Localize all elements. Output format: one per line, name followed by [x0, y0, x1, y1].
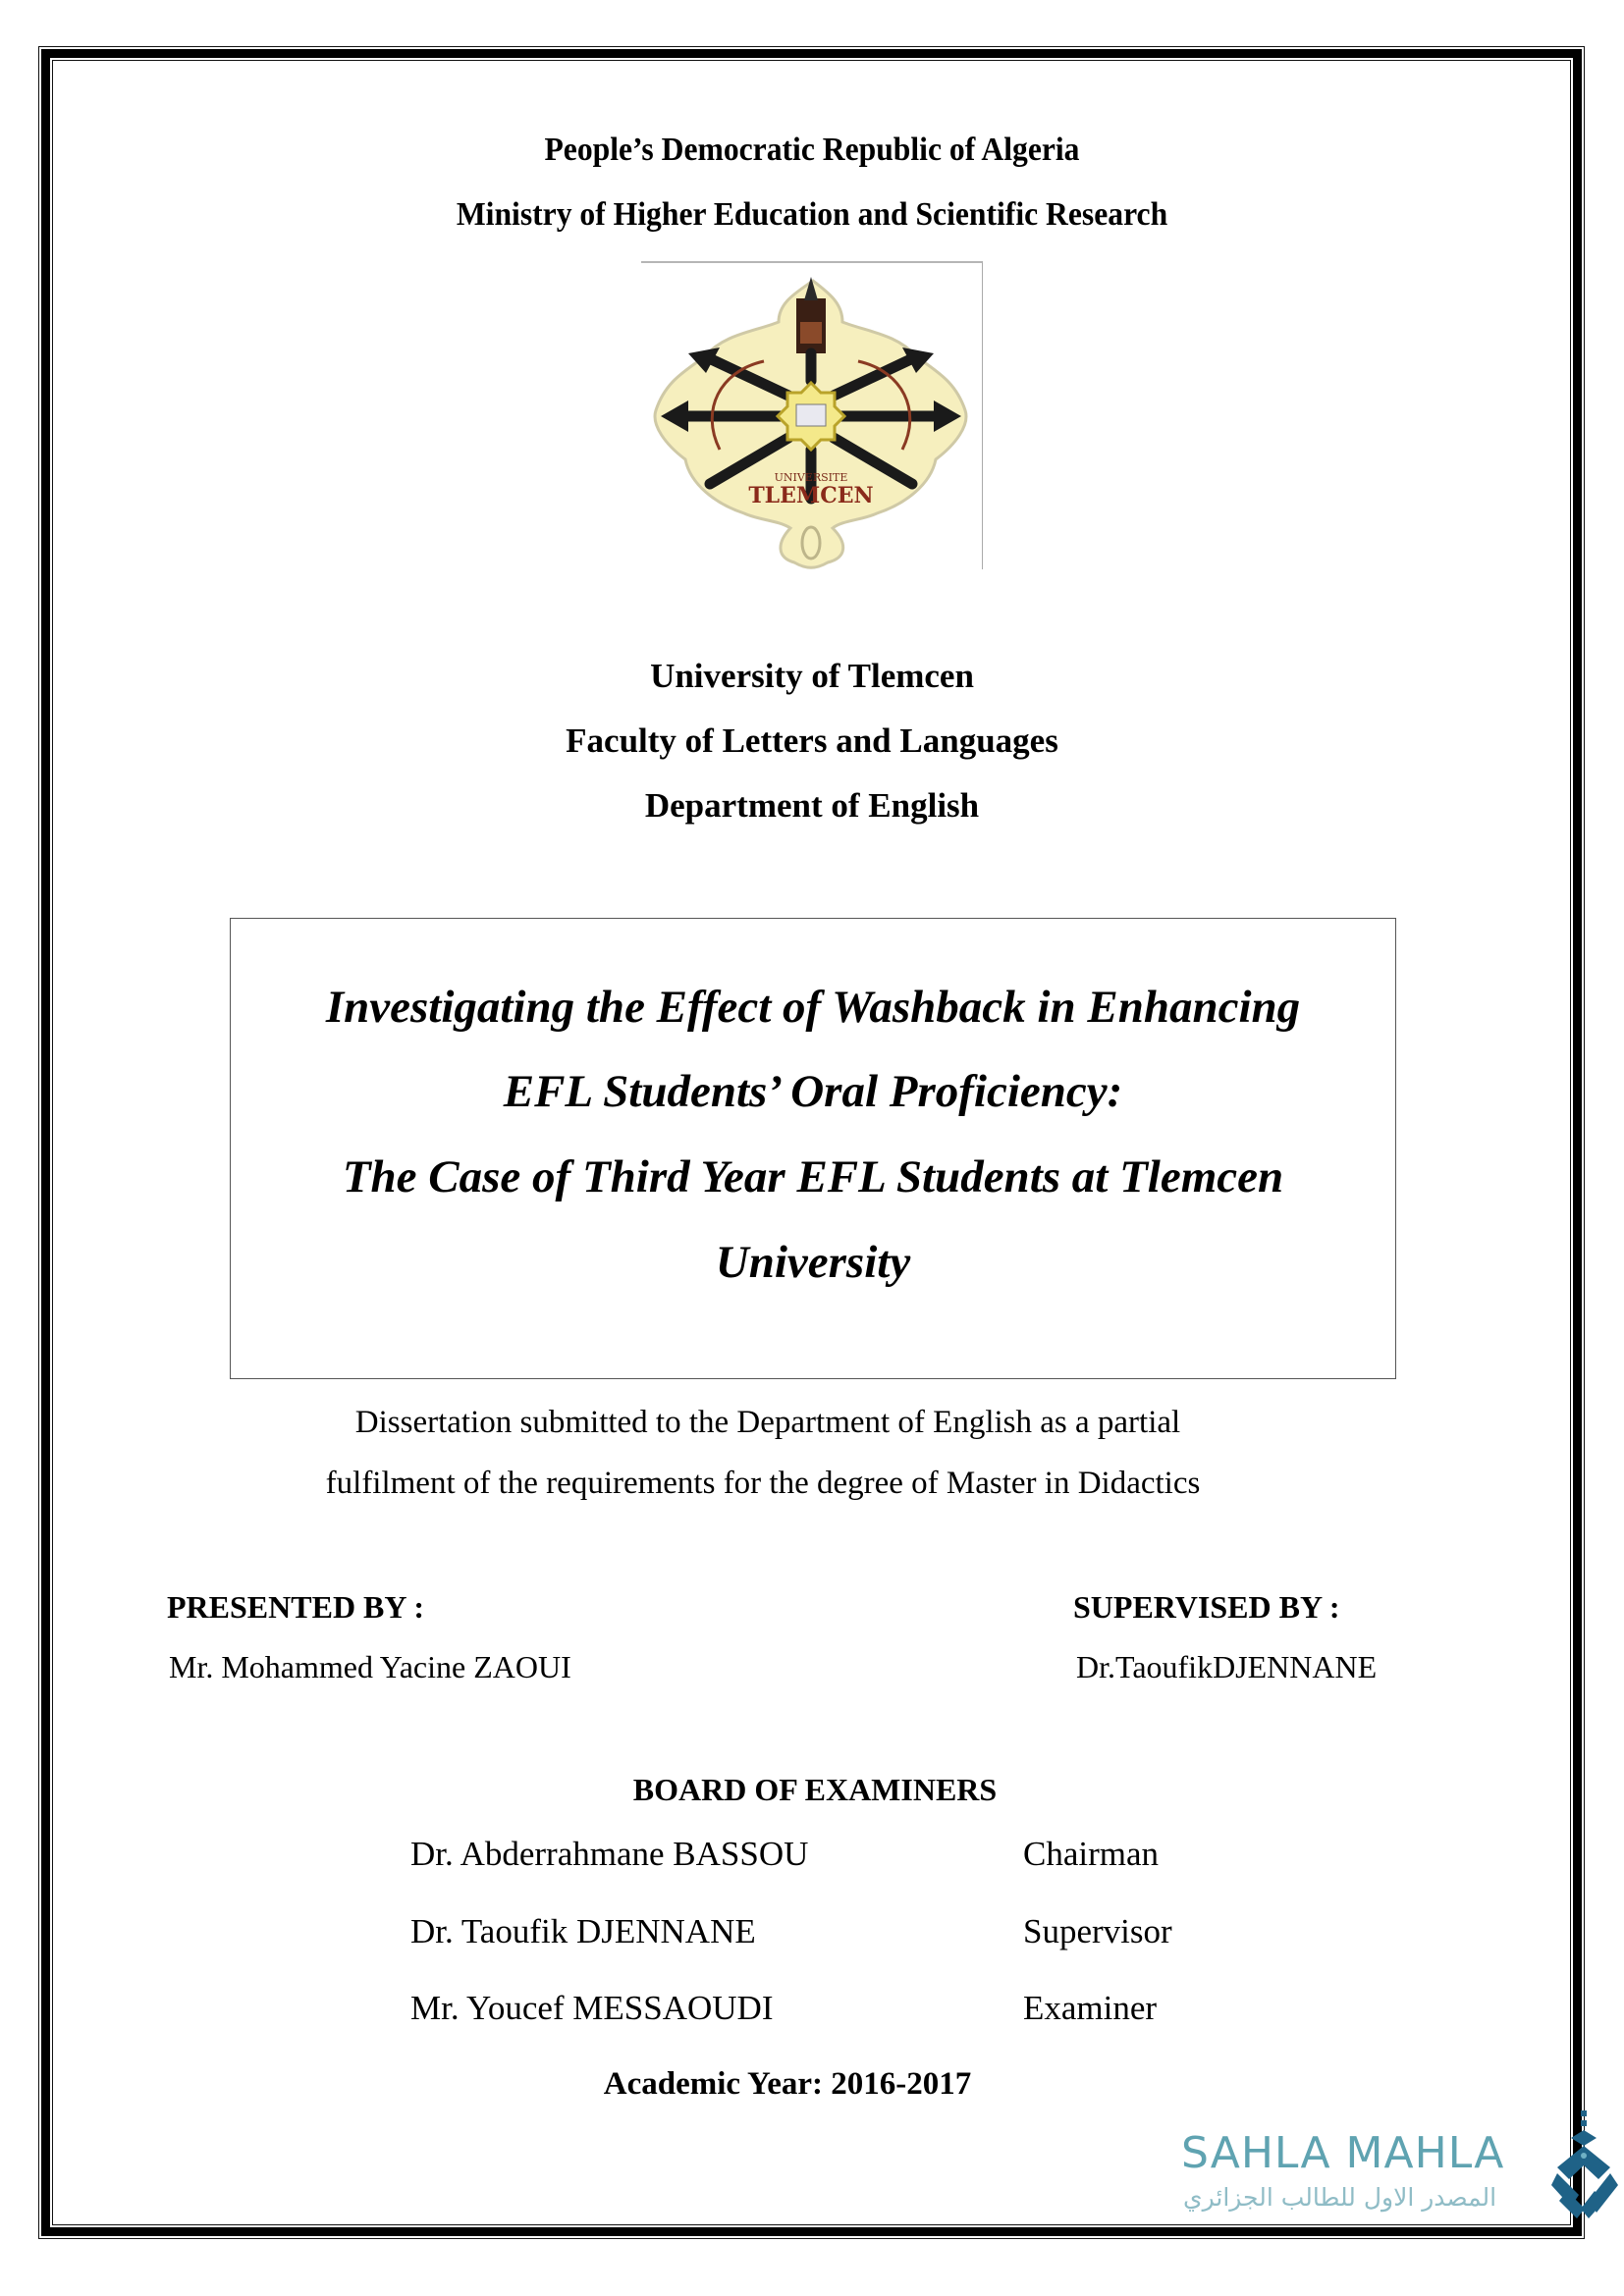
thesis-title-line-2: EFL Students’ Oral Proficiency:	[503, 1066, 1123, 1117]
examiner-role-1: Chairman	[1023, 1835, 1160, 1873]
dissertation-statement-line-2: fulfilment of the requirements for the degree of Master in Didactics	[325, 1466, 1201, 1501]
faculty-name: Faculty of Letters and Languages	[566, 721, 1058, 760]
university-logo	[641, 261, 983, 569]
sahla-mahla-emblem-icon	[1549, 2109, 1620, 2226]
examiner-name-1: Dr. Abderrahmane BASSOU	[410, 1835, 809, 1873]
presented-by-label: PRESENTED BY :	[167, 1589, 424, 1625]
academic-year: Academic Year: 2016-2017	[603, 2066, 972, 2102]
thesis-title-box	[230, 918, 1396, 1379]
watermark-tagline: المصدر الاول للطالب الجزائري	[1183, 2183, 1497, 2212]
board-title: BOARD OF EXAMINERS	[632, 1772, 998, 1807]
thesis-title-line-4: University	[715, 1237, 911, 1288]
country-heading: People’s Democratic Republic of Algeria	[544, 132, 1080, 168]
tlemcen-emblem-icon	[641, 263, 981, 569]
supervisor-name: Dr.TaoufikDJENNANE	[1076, 1649, 1378, 1684]
university-name: University of Tlemcen	[650, 657, 974, 695]
svg-text:TLEMCEN: TLEMCEN	[748, 483, 874, 508]
thesis-title-line-1: Investigating the Effect of Washback in Enhancing	[325, 982, 1301, 1033]
student-name: Mr. Mohammed Yacine ZAOUI	[169, 1649, 571, 1684]
examiner-role-2: Supervisor	[1023, 1912, 1172, 1950]
department-name: Department of English	[644, 786, 980, 825]
watermark-brand: SAHLA MAHLA	[1181, 2128, 1505, 2178]
supervised-by-label: SUPERVISED BY :	[1073, 1589, 1340, 1625]
dissertation-statement-line-1: Dissertation submitted to the Department of English as a partial	[354, 1405, 1181, 1440]
ministry-heading: Ministry of Higher Education and Scientific Research	[456, 196, 1168, 233]
examiner-name-3: Mr. Youcef MESSAOUDI	[410, 1989, 774, 2027]
examiner-name-2: Dr. Taoufik DJENNANE	[410, 1912, 756, 1950]
svg-text:UNIVERSITE: UNIVERSITE	[774, 471, 848, 484]
thesis-title-line-3: The Case of Third Year EFL Students at Tlemcen	[342, 1151, 1284, 1202]
examiner-role-3: Examiner	[1023, 1989, 1158, 2027]
